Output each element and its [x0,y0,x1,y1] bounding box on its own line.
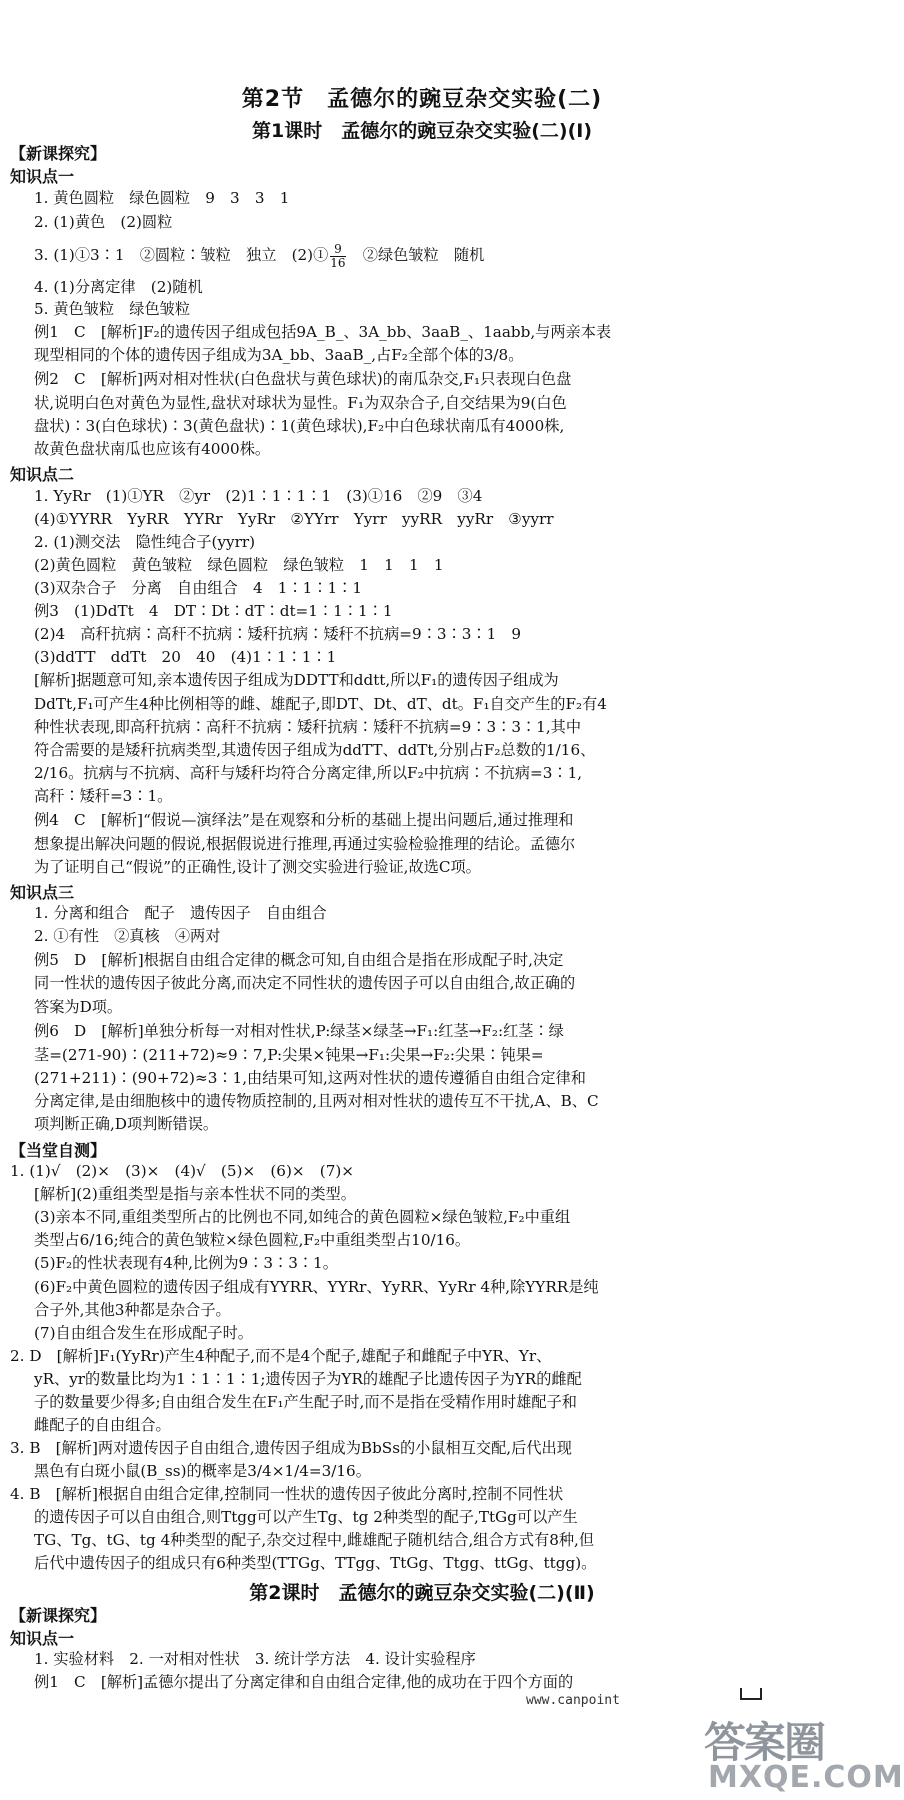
self-test-heading: 【当堂自测】 [10,1141,107,1160]
example-2-line-2: 状,说明白色对黄色为显性,盘状对球状为显性。F₁为双杂合子,自交结果为9(白色 [34,394,567,412]
example-5-line-1: 例5 D [解析]根据自由组合定律的概念可知,自由组合是指在形成配子时,决定 [34,951,564,969]
example-1-line-2: 现型相同的个体的遗传因子组成为3A_bb、3aaB_,占F₂全部个体的3/8。 [34,346,524,364]
kp2-item-2-2: (2)黄色圆粒 黄色皱粒 绿色圆粒 绿色皱粒 1 1 1 1 [34,556,444,574]
section-title: 第2节 孟德尔的豌豆杂交实验(二) [241,87,603,112]
lesson2-knowledge-point-1: 知识点一 [10,1629,75,1648]
kp3-item-2: 2. ①有性 ②真核 ④两对 [34,927,221,945]
self-test-q2-line-2: yR、yr的数量比均为1∶1∶1∶1;遗传因子为YR的雄配子比遗传因子为YR的雌配 [34,1370,582,1388]
kp2-item-1: 1. YyRr (1)①YR ②yr (2)1∶1∶1∶1 (3)①16 ②9 ③4 [34,487,483,505]
new-lesson-heading: 【新课探究】 [10,144,107,163]
example-3-analysis-4: 符合需要的是矮秆抗病类型,其遗传因子组成为ddTT、ddTt,分别占F₂总数的1/16、 [34,741,596,759]
kp1-item-3 [34,240,832,270]
example-4-line-1: 例4 C [解析]“假说—演绎法”是在观察和分析的基础上提出问题后,通过推理和 [34,811,574,829]
watermark-logo-domain: MXQE.COM [708,1760,904,1795]
example-6-line-1: 例6 D [解析]单独分析每一对相对性状,P:绿茎×绿茎→F₁:红茎→F₂:红茎∶绿 [34,1022,564,1040]
self-test-q1-analysis-3: 类型占6/16;纯合的黄色皱粒×绿色圆粒,F₂中重组类型占10/16。 [34,1231,471,1249]
example-3-analysis-2: DdTt,F₁可产生4种比例相等的雌、雄配子,即DT、Dt、dT、dt。F₁自交产生的F₂有4 [34,695,607,713]
lesson2-kp1-items: 1. 实验材料 2. 一对相对性状 3. 统计学方法 4. 设计实验程序 [34,1650,476,1668]
example-3-analysis-6: 高秆∶矮秆=3∶1。 [34,787,173,805]
self-test-q2-line-3: 子的数量要少得多;自由组合发生在F₁产生配子时,而不是指在受精作用时雄配子和 [34,1393,577,1411]
example-6-line-4: 分离定律,是由细胞核中的遗传物质控制的,且两对相对性状的遗传互不干扰,A、B、C [34,1092,599,1110]
kp2-item-2-3: (3)双杂合子 分离 自由组合 4 1∶1∶1∶1 [34,579,363,597]
self-test-q1-analysis-5: (6)F₂中黄色圆粒的遗传因子组成有YYRR、YYRr、YyRR、YyRr 4种,除YYRR是纯 [34,1278,599,1296]
example-4-line-2: 想象提出解决问题的假说,根据假说进行推理,再通过实验检验推理的结论。孟德尔 [34,835,576,853]
example-5-line-2: 同一性状的遗传因子彼此分离,而决定不同性状的遗传因子可以自由组合,故正确的 [34,974,576,992]
example-2-line-4: 故黄色盘状南瓜也应该有4000株。 [34,440,271,458]
example-4-line-3: 为了证明自己“假说”的正确性,设计了测交实验进行验证,故选C项。 [34,858,481,876]
kp1-item-2: 2. (1)黄色 (2)圆粒 [34,213,173,231]
fraction-numerator: 9 [330,243,345,257]
watermark-logo [700,1708,904,1796]
self-test-q1-analysis-2: (3)亲本不同,重组类型所占的比例也不同,如纯合的黄色圆粒×绿色皱粒,F₂中重组 [34,1208,571,1226]
self-test-q3-line-2: 黑色有白斑小鼠(B_ss)的概率是3/4×1/4=3/16。 [34,1462,371,1480]
kp1-item-5: 5. 黄色皱粒 绿色皱粒 [34,300,191,318]
self-test-q1-analysis-4: (5)F₂的性状表现有4种,比例为9∶3∶3∶1。 [34,1254,338,1272]
self-test-q4-line-3: TG、Tg、tG、tg 4种类型的配子,杂交过程中,雌雄配子随机结合,组合方式有8种,但 [34,1531,595,1549]
example-3-analysis-3: 种性状表现,即高秆抗病∶高秆不抗病∶矮秆抗病∶矮秆不抗病=9∶3∶3∶1,其中 [34,718,582,736]
example-2-line-3: 盘状)∶3(白色球状)∶3(黄色盘状)∶1(黄色球状),F₂中白色球状南瓜有4000株, [34,417,565,435]
knowledge-point-3: 知识点三 [10,883,75,902]
knowledge-point-2: 知识点二 [10,465,75,484]
self-test-q1: 1. (1)√ (2)× (3)× (4)√ (5)× (6)× (7)× [10,1162,355,1180]
kp1-item-3-text-a: 3. (1)①3∶1 ②圆粒∶皱粒 独立 (2)① [34,246,329,264]
example-3-analysis-5: 2/16。抗病与不抗病、高秆与矮秆均符合分离定律,所以F₂中抗病∶不抗病=3∶1, [34,764,583,782]
kp2-item-2: 2. (1)测交法 隐性纯合子(yyrr) [34,533,256,551]
self-test-q4-line-2: 的遗传因子可以自由组合,则Ttgg可以产生Tg、tg 2种类型的配子,TtGg可以产生 [34,1508,578,1526]
kp1-item-4: 4. (1)分离定律 (2)随机 [34,278,203,296]
self-test-q1-analysis-7: (7)自由组合发生在形成配子时。 [34,1324,253,1342]
example-6-line-5: 项判断正确,D项判断错误。 [34,1115,219,1133]
fraction-denominator: 16 [330,255,346,270]
knowledge-point-1: 知识点一 [10,167,75,186]
footer-url: www.canpoint [526,1693,620,1708]
example-5-line-3: 答案为D项。 [34,998,123,1016]
lesson1-title: 第1课时 孟德尔的豌豆杂交实验(二)(Ⅰ) [251,120,593,142]
kp3-item-1: 1. 分离和组合 配子 遗传因子 自由组合 [34,904,327,922]
self-test-q4-line-1: 4. B [解析]根据自由组合定律,控制同一性状的遗传因子彼此分离时,控制不同性状 [10,1485,564,1503]
kp1-item-3-text-b: ②绿色皱粒 随机 [347,246,485,264]
page-corner-icon [740,1688,762,1700]
example-6-line-3: (271+211)∶(90+72)≈3∶1,由结果可知,这两对性状的遗传遵循自由组合定律和 [34,1069,586,1087]
example-3-line-3: (3)ddTT ddTt 20 40 (4)1∶1∶1∶1 [34,648,337,666]
example-3-line-1: 例3 (1)DdTt 4 DT∶Dt∶dT∶dt=1∶1∶1∶1 [34,602,393,620]
example-6-line-2: 茎=(271-90)∶(211+72)≈9∶7,P:尖果×钝果→F₁:尖果→F₂:尖果∶钝果= [34,1046,544,1064]
watermark-logo-text: 答案圈 [704,1718,825,1767]
kp1-item-1: 1. 黄色圆粒 绿色圆粒 9 3 3 1 [34,189,290,207]
fraction-9-16 [330,243,345,270]
self-test-q2-line-4: 雌配子的自由组合。 [34,1416,171,1434]
self-test-q1-analysis-1: [解析](2)重组类型是指与亲本性状不同的类型。 [34,1185,356,1203]
lesson2-title: 第2课时 孟德尔的豌豆杂交实验(二)(Ⅱ) [249,1582,595,1604]
lesson2-example-1: 例1 C [解析]孟德尔提出了分离定律和自由组合定律,他的成功在于四个方面的 [34,1673,574,1691]
self-test-q1-analysis-6: 合子外,其他3种都是杂合子。 [34,1301,231,1319]
self-test-q3-line-1: 3. B [解析]两对遗传因子自由组合,遗传因子组成为BbSs的小鼠相互交配,后代出现 [10,1439,572,1457]
example-2-line-1: 例2 C [解析]两对相对性状(白色盘状与黄色球状)的南瓜杂交,F₁只表现白色盘 [34,370,572,388]
self-test-q4-line-4: 后代中遗传因子的组成只有6种类型(TTGg、TTgg、TtGg、Ttgg、ttGg、ttgg)。 [34,1554,597,1572]
kp2-item-1-4: (4)①YYRR YyRR YYRr YyRr ②YYrr Yyrr yyRR yyRr ③yyrr [34,510,554,528]
new-lesson-heading-2: 【新课探究】 [10,1606,107,1625]
example-3-line-2: (2)4 高秆抗病∶高秆不抗病∶矮秆抗病∶矮秆不抗病=9∶3∶3∶1 9 [34,625,522,643]
self-test-q2-line-1: 2. D [解析]F₁(YyRr)产生4种配子,而不是4个配子,雄配子和雌配子中YR、Yr、 [10,1347,552,1365]
example-1-line-1: 例1 C [解析]F₂的遗传因子组成包括9A_B_、3A_bb、3aaB_、1aabb,与两亲本表 [34,323,612,341]
example-3-analysis-1: [解析]据题意可知,亲本遗传因子组成为DDTT和ddtt,所以F₁的遗传因子组成为 [34,671,559,689]
